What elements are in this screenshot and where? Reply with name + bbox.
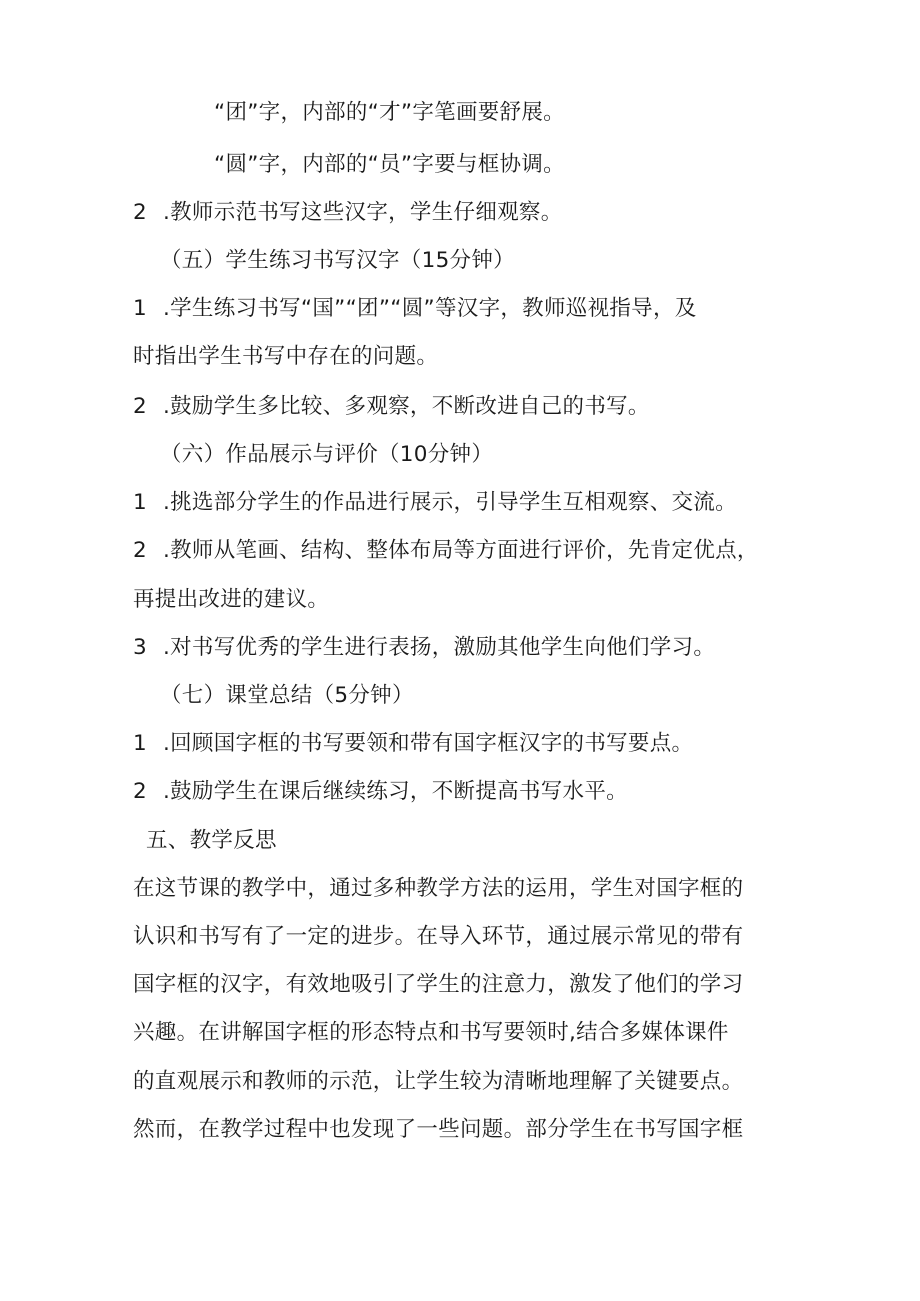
line-text: 再提出改进的建议。	[133, 587, 330, 612]
line-text: .对书写优秀的学生进行表扬，激励其他学生向他们学习。	[163, 635, 716, 660]
line-text: “圆”字，内部的“员”字要与框协调。	[214, 152, 565, 177]
list-item	[133, 777, 628, 807]
line-text: “团”字，内部的“才”字笔画要舒展。	[214, 100, 565, 125]
paragraph-line	[214, 150, 565, 180]
list-item	[133, 294, 697, 324]
line-text: .回顾国字框的书写要领和带有国字框汉字的书写要点。	[163, 731, 694, 756]
chapter-heading	[146, 826, 277, 856]
list-number: 3	[133, 635, 147, 660]
heading-text: （七）课堂总结（5分钟）	[160, 683, 414, 708]
paragraph-line	[133, 1067, 743, 1097]
list-item	[133, 729, 693, 759]
line-text: 的直观展示和教师的示范，让学生较为清晰地理解了关键要点。	[133, 1069, 744, 1094]
list-number: 2	[133, 394, 147, 419]
line-text: .教师示范书写这些汉字，学生仔细观察。	[163, 200, 563, 225]
list-number: 1	[133, 296, 147, 321]
paragraph-line	[133, 1115, 743, 1145]
line-text: .教师从笔画、结构、整体布局等方面进行评价，先肯定优点，	[163, 538, 759, 563]
list-item	[133, 536, 759, 566]
list-item	[133, 633, 715, 663]
section-heading	[160, 681, 414, 711]
list-number: 1	[133, 490, 147, 515]
list-item	[133, 488, 737, 518]
line-text: 兴趣。在讲解国字框的形态特点和书写要领时,结合多媒体课件	[133, 1020, 729, 1045]
line-text: 国字框的汉字，有效地吸引了学生的注意力，激发了他们的学习	[133, 972, 744, 997]
list-item	[133, 392, 650, 422]
section-heading	[160, 440, 493, 470]
section-heading	[160, 246, 515, 276]
line-text: .挑选部分学生的作品进行展示，引导学生互相观察、交流。	[163, 490, 737, 515]
paragraph-line	[133, 1018, 729, 1048]
paragraph-line	[133, 922, 743, 952]
line-text: 在这节课的教学中，通过多种教学方法的运用，学生对国字框的	[133, 876, 744, 901]
line-text: .鼓励学生多比较、多观察，不断改进自己的书写。	[163, 394, 650, 419]
heading-text: （五）学生练习书写汉字（15分钟）	[160, 248, 515, 273]
paragraph-line	[214, 98, 565, 128]
line-text: 时指出学生书写中存在的问题。	[133, 344, 439, 369]
line-text: 然而，在教学过程中也发现了一些问题。部分学生在书写国字框	[133, 1117, 744, 1142]
paragraph-line	[133, 970, 743, 1000]
list-item	[133, 198, 563, 228]
list-number: 2	[133, 200, 147, 225]
line-text: .鼓励学生在课后继续练习，不断提高书写水平。	[163, 779, 628, 804]
heading-text: 五、教学反思	[146, 828, 277, 853]
heading-text: （六）作品展示与评价（10分钟）	[160, 442, 494, 467]
paragraph-line	[133, 874, 743, 904]
line-text: .学生练习书写“国”“团”“圆”等汉字，教师巡视指导，及	[163, 296, 697, 321]
paragraph-line	[133, 342, 438, 372]
paragraph-line	[133, 585, 329, 615]
list-number: 1	[133, 731, 147, 756]
line-text: 认识和书写有了一定的进步。在导入环节，通过展示常见的带有	[133, 924, 744, 949]
list-number: 2	[133, 779, 147, 804]
list-number: 2	[133, 538, 147, 563]
